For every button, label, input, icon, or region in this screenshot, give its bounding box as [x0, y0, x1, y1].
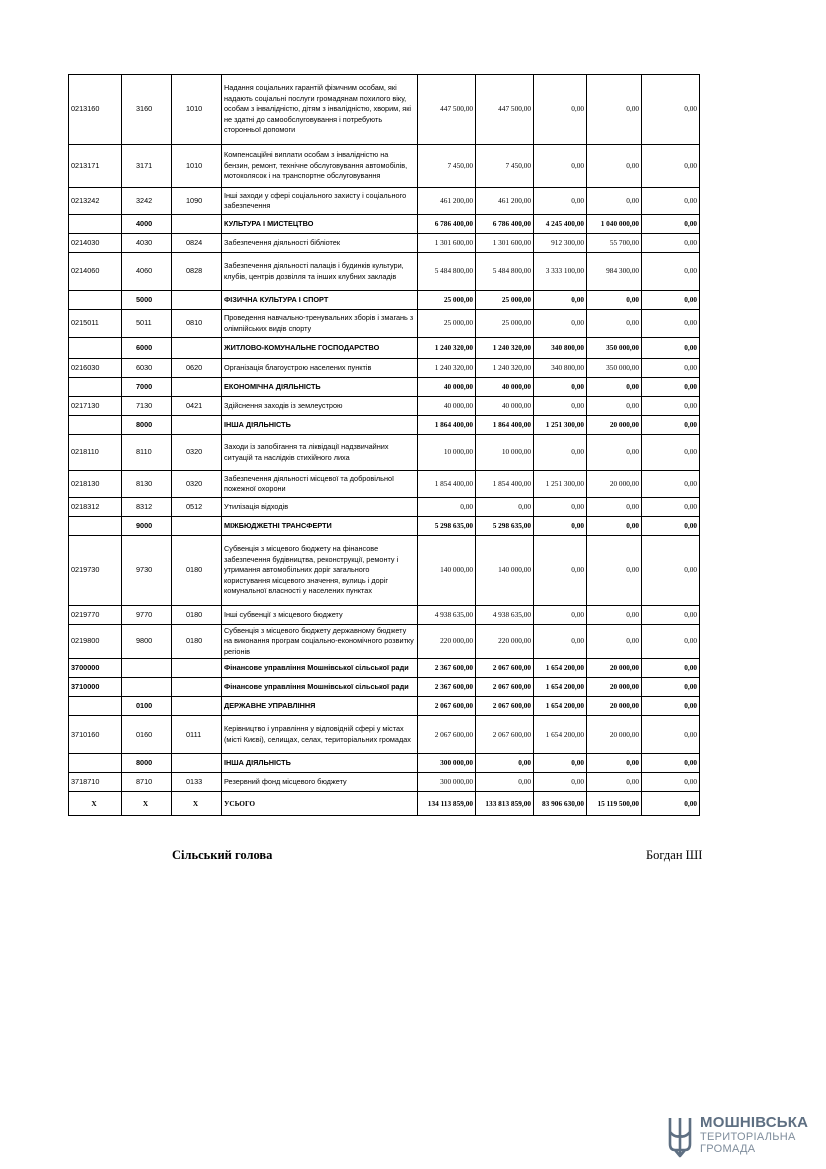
total-amount: 134 113 859,00	[418, 792, 476, 816]
utilities-amount: 0,00	[587, 517, 642, 536]
item-name: ДЕРЖАВНЕ УПРАВЛІННЯ	[222, 697, 418, 716]
salary-amount: 912 300,00	[534, 234, 587, 253]
general-fund-amount: 7 450,00	[476, 145, 534, 188]
utilities-amount: 0,00	[587, 378, 642, 397]
general-fund-amount: 25 000,00	[476, 310, 534, 338]
salary-amount: 1 654 200,00	[534, 678, 587, 697]
salary-amount: 0,00	[534, 754, 587, 773]
total-amount: 1 864 400,00	[418, 416, 476, 435]
table-row	[69, 310, 700, 338]
item-name: Компенсаційні виплати особам з інвалідністю на бензин, ремонт, технічне обслуговування автомобілів, мотоколясок і на транспортне обслуговування	[222, 145, 418, 188]
development-amount: 0,00	[642, 471, 700, 498]
general-fund-amount: 2 067 600,00	[476, 659, 534, 678]
function-code: 4030	[122, 234, 172, 253]
logo-line-3: ГРОМАДА	[700, 1143, 756, 1155]
item-name: МІЖБЮДЖЕТНІ ТРАНСФЕРТИ	[222, 517, 418, 536]
table-row	[69, 471, 700, 498]
function-code: 9000	[122, 517, 172, 536]
salary-amount: 1 654 200,00	[534, 716, 587, 754]
salary-amount: 1 654 200,00	[534, 659, 587, 678]
development-amount: 0,00	[642, 435, 700, 471]
item-name: УСЬОГО	[222, 792, 418, 816]
development-amount: 0,00	[642, 773, 700, 792]
table-row	[69, 678, 700, 697]
table-row	[69, 215, 700, 234]
table-row	[69, 338, 700, 359]
general-fund-amount: 1 854 400,00	[476, 471, 534, 498]
salary-amount: 0,00	[534, 517, 587, 536]
program-code: 0219730	[69, 536, 122, 606]
salary-amount: 3 333 100,00	[534, 253, 587, 291]
development-amount: 0,00	[642, 606, 700, 625]
general-fund-amount: 40 000,00	[476, 397, 534, 416]
total-amount: 300 000,00	[418, 773, 476, 792]
classification-code: 0421	[172, 397, 222, 416]
general-fund-amount: 5 298 635,00	[476, 517, 534, 536]
classification-code: 1010	[172, 145, 222, 188]
table-row	[69, 75, 700, 145]
total-amount: 7 450,00	[418, 145, 476, 188]
trident-icon	[667, 1116, 693, 1158]
general-fund-amount: 0,00	[476, 498, 534, 517]
classification-code: 0180	[172, 536, 222, 606]
total-amount: 300 000,00	[418, 754, 476, 773]
development-amount: 0,00	[642, 397, 700, 416]
development-amount: 0,00	[642, 234, 700, 253]
classification-code: 0180	[172, 606, 222, 625]
general-fund-amount: 133 813 859,00	[476, 792, 534, 816]
function-code: 3242	[122, 188, 172, 215]
general-fund-amount: 25 000,00	[476, 291, 534, 310]
table-row	[69, 498, 700, 517]
item-name: Утилізація відходів	[222, 498, 418, 517]
community-logo	[667, 1112, 817, 1162]
general-fund-amount: 1 240 320,00	[476, 338, 534, 359]
salary-amount: 0,00	[534, 773, 587, 792]
utilities-amount: 15 119 500,00	[587, 792, 642, 816]
utilities-amount: 0,00	[587, 625, 642, 659]
item-name: Інші заходи у сфері соціального захисту і соціального забезпечення	[222, 188, 418, 215]
salary-amount: 1 251 300,00	[534, 471, 587, 498]
table-row	[69, 291, 700, 310]
item-name: Забезпечення діяльності місцевої та добровільної пожежної охорони	[222, 471, 418, 498]
classification-code	[172, 678, 222, 697]
total-amount: 10 000,00	[418, 435, 476, 471]
function-code	[122, 659, 172, 678]
function-code: 9730	[122, 536, 172, 606]
salary-amount: 0,00	[534, 625, 587, 659]
total-amount: 40 000,00	[418, 378, 476, 397]
function-code: 3171	[122, 145, 172, 188]
general-fund-amount: 2 067 600,00	[476, 716, 534, 754]
signature-name: Богдан ШІ	[646, 848, 703, 862]
utilities-amount: 0,00	[587, 75, 642, 145]
function-code: 7000	[122, 378, 172, 397]
total-amount: 1 854 400,00	[418, 471, 476, 498]
classification-code	[172, 215, 222, 234]
item-name: Надання соціальних гарантій фізичним особам, які надають соціальні послуги громадянам похилого віку, особам з інвалідністю, дітям з інвалідністю, хворим, які не здатні до самообслуговування і потребують сторонньої допомоги	[222, 75, 418, 145]
utilities-amount: 350 000,00	[587, 359, 642, 378]
table-row	[69, 145, 700, 188]
classification-code: 0828	[172, 253, 222, 291]
item-name: Фінансове управління Мошнівської сільської ради	[222, 659, 418, 678]
program-code: 3710000	[69, 678, 122, 697]
general-fund-amount: 2 067 600,00	[476, 697, 534, 716]
program-code	[69, 378, 122, 397]
development-amount: 0,00	[642, 378, 700, 397]
total-amount: 220 000,00	[418, 625, 476, 659]
program-code: 0218110	[69, 435, 122, 471]
general-fund-amount: 5 484 800,00	[476, 253, 534, 291]
item-name: Здійснення заходів із землеустрою	[222, 397, 418, 416]
function-code: X	[122, 792, 172, 816]
program-code: 0213242	[69, 188, 122, 215]
classification-code: 0620	[172, 359, 222, 378]
total-amount: 1 240 320,00	[418, 359, 476, 378]
function-code: 6000	[122, 338, 172, 359]
development-amount: 0,00	[642, 359, 700, 378]
program-code: 0219800	[69, 625, 122, 659]
utilities-amount: 0,00	[587, 291, 642, 310]
function-code: 9800	[122, 625, 172, 659]
development-amount: 0,00	[642, 188, 700, 215]
function-code: 0100	[122, 697, 172, 716]
salary-amount: 0,00	[534, 498, 587, 517]
program-code: 0219770	[69, 606, 122, 625]
classification-code: 0320	[172, 471, 222, 498]
salary-amount: 0,00	[534, 291, 587, 310]
program-code: 3710160	[69, 716, 122, 754]
table-row	[69, 536, 700, 606]
classification-code: 0824	[172, 234, 222, 253]
utilities-amount: 55 700,00	[587, 234, 642, 253]
utilities-amount: 0,00	[587, 397, 642, 416]
classification-code: 0111	[172, 716, 222, 754]
total-amount: 2 367 600,00	[418, 678, 476, 697]
classification-code: X	[172, 792, 222, 816]
program-code: 0213171	[69, 145, 122, 188]
general-fund-amount: 0,00	[476, 754, 534, 773]
salary-amount: 340 800,00	[534, 338, 587, 359]
function-code: 8710	[122, 773, 172, 792]
table-row	[69, 397, 700, 416]
utilities-amount: 0,00	[587, 773, 642, 792]
salary-amount: 83 906 630,00	[534, 792, 587, 816]
salary-amount: 0,00	[534, 397, 587, 416]
program-code	[69, 291, 122, 310]
logo-line-1: МОШНІВСЬКА	[700, 1114, 809, 1131]
item-name: Організація благоустрою населених пунктів	[222, 359, 418, 378]
utilities-amount: 350 000,00	[587, 338, 642, 359]
function-code: 8000	[122, 754, 172, 773]
general-fund-amount: 40 000,00	[476, 378, 534, 397]
utilities-amount: 0,00	[587, 606, 642, 625]
salary-amount: 1 251 300,00	[534, 416, 587, 435]
table-row	[69, 234, 700, 253]
utilities-amount: 20 000,00	[587, 471, 642, 498]
function-code: 4060	[122, 253, 172, 291]
function-code: 8110	[122, 435, 172, 471]
item-name: ІНША ДІЯЛЬНІСТЬ	[222, 416, 418, 435]
salary-amount: 0,00	[534, 435, 587, 471]
item-name: КУЛЬТУРА І МИСТЕЦТВО	[222, 215, 418, 234]
salary-amount: 0,00	[534, 536, 587, 606]
classification-code: 0320	[172, 435, 222, 471]
total-amount: 447 500,00	[418, 75, 476, 145]
program-code: 0218312	[69, 498, 122, 517]
development-amount: 0,00	[642, 517, 700, 536]
item-name: Проведення навчально-тренувальних зборів і змагань з олімпійських видів спорту	[222, 310, 418, 338]
total-amount: 5 298 635,00	[418, 517, 476, 536]
item-name: ЖИТЛОВО-КОМУНАЛЬНЕ ГОСПОДАРСТВО	[222, 338, 418, 359]
utilities-amount: 0,00	[587, 498, 642, 517]
utilities-amount: 0,00	[587, 145, 642, 188]
development-amount: 0,00	[642, 792, 700, 816]
item-name: Субвенція з місцевого бюджету на фінансове забезпечення будівництва, реконструкції, ремонту і утримання автомобільних доріг загального користування місцевого значення, вулиць і доріг комунальної власності у населених пунктах	[222, 536, 418, 606]
function-code: 8000	[122, 416, 172, 435]
development-amount: 0,00	[642, 659, 700, 678]
table-row	[69, 754, 700, 773]
development-amount: 0,00	[642, 145, 700, 188]
item-name: ІНША ДІЯЛЬНІСТЬ	[222, 754, 418, 773]
total-amount: 2 067 600,00	[418, 716, 476, 754]
table-row	[69, 625, 700, 659]
program-code: 0218130	[69, 471, 122, 498]
program-code: X	[69, 792, 122, 816]
utilities-amount: 20 000,00	[587, 678, 642, 697]
salary-amount: 0,00	[534, 378, 587, 397]
development-amount: 0,00	[642, 536, 700, 606]
classification-code	[172, 517, 222, 536]
classification-code: 1010	[172, 75, 222, 145]
total-amount: 6 786 400,00	[418, 215, 476, 234]
function-code: 5000	[122, 291, 172, 310]
program-code	[69, 754, 122, 773]
total-amount: 40 000,00	[418, 397, 476, 416]
function-code: 6030	[122, 359, 172, 378]
total-amount: 2 367 600,00	[418, 659, 476, 678]
program-code: 0214030	[69, 234, 122, 253]
utilities-amount: 20 000,00	[587, 716, 642, 754]
item-name: Забезпечення діяльності бібліотек	[222, 234, 418, 253]
item-name: Заходи із запобігання та ліквідації надзвичайних ситуацій та наслідків стихійного лиха	[222, 435, 418, 471]
table-row	[69, 792, 700, 816]
budget-table	[68, 74, 700, 816]
total-amount: 140 000,00	[418, 536, 476, 606]
program-code	[69, 416, 122, 435]
classification-code	[172, 378, 222, 397]
function-code: 7130	[122, 397, 172, 416]
program-code	[69, 697, 122, 716]
classification-code: 0512	[172, 498, 222, 517]
development-amount: 0,00	[642, 498, 700, 517]
salary-amount: 4 245 400,00	[534, 215, 587, 234]
classification-code	[172, 754, 222, 773]
classification-code	[172, 659, 222, 678]
development-amount: 0,00	[642, 697, 700, 716]
general-fund-amount: 10 000,00	[476, 435, 534, 471]
table-row	[69, 697, 700, 716]
utilities-amount: 20 000,00	[587, 659, 642, 678]
program-code: 0217130	[69, 397, 122, 416]
program-code	[69, 517, 122, 536]
logo-line-2: ТЕРИТОРІАЛЬНА	[700, 1131, 796, 1143]
function-code	[122, 678, 172, 697]
program-code: 0213160	[69, 75, 122, 145]
salary-amount: 340 800,00	[534, 359, 587, 378]
general-fund-amount: 220 000,00	[476, 625, 534, 659]
signature-title: Сільський голова	[172, 848, 273, 862]
function-code: 5011	[122, 310, 172, 338]
salary-amount: 0,00	[534, 75, 587, 145]
table-row	[69, 435, 700, 471]
utilities-amount: 0,00	[587, 536, 642, 606]
function-code: 3160	[122, 75, 172, 145]
program-code: 0214060	[69, 253, 122, 291]
table-row	[69, 659, 700, 678]
utilities-amount: 984 300,00	[587, 253, 642, 291]
item-name: Резервний фонд місцевого бюджету	[222, 773, 418, 792]
program-code	[69, 338, 122, 359]
development-amount: 0,00	[642, 625, 700, 659]
development-amount: 0,00	[642, 416, 700, 435]
general-fund-amount: 1 864 400,00	[476, 416, 534, 435]
table-row	[69, 517, 700, 536]
function-code: 8130	[122, 471, 172, 498]
salary-amount: 0,00	[534, 188, 587, 215]
item-name: Субвенція з місцевого бюджету державному бюджету на виконання програм соціально-економічного розвитку регіонів	[222, 625, 418, 659]
classification-code: 0810	[172, 310, 222, 338]
general-fund-amount: 2 067 600,00	[476, 678, 534, 697]
general-fund-amount: 140 000,00	[476, 536, 534, 606]
development-amount: 0,00	[642, 215, 700, 234]
total-amount: 1 301 600,00	[418, 234, 476, 253]
item-name: ЕКОНОМІЧНА ДІЯЛЬНІСТЬ	[222, 378, 418, 397]
utilities-amount: 20 000,00	[587, 697, 642, 716]
item-name: ФІЗИЧНА КУЛЬТУРА І СПОРТ	[222, 291, 418, 310]
utilities-amount: 0,00	[587, 188, 642, 215]
classification-code	[172, 416, 222, 435]
total-amount: 5 484 800,00	[418, 253, 476, 291]
general-fund-amount: 1 240 320,00	[476, 359, 534, 378]
table-row	[69, 253, 700, 291]
total-amount: 4 938 635,00	[418, 606, 476, 625]
table-row	[69, 416, 700, 435]
table-row	[69, 606, 700, 625]
utilities-amount: 0,00	[587, 310, 642, 338]
general-fund-amount: 1 301 600,00	[476, 234, 534, 253]
utilities-amount: 0,00	[587, 754, 642, 773]
classification-code	[172, 291, 222, 310]
salary-amount: 0,00	[534, 310, 587, 338]
classification-code: 0180	[172, 625, 222, 659]
total-amount: 25 000,00	[418, 310, 476, 338]
development-amount: 0,00	[642, 678, 700, 697]
general-fund-amount: 447 500,00	[476, 75, 534, 145]
program-code: 3700000	[69, 659, 122, 678]
development-amount: 0,00	[642, 310, 700, 338]
classification-code	[172, 697, 222, 716]
table-row	[69, 188, 700, 215]
development-amount: 0,00	[642, 75, 700, 145]
development-amount: 0,00	[642, 338, 700, 359]
table-row	[69, 716, 700, 754]
function-code: 0160	[122, 716, 172, 754]
development-amount: 0,00	[642, 754, 700, 773]
general-fund-amount: 6 786 400,00	[476, 215, 534, 234]
program-code	[69, 215, 122, 234]
total-amount: 461 200,00	[418, 188, 476, 215]
function-code: 9770	[122, 606, 172, 625]
function-code: 8312	[122, 498, 172, 517]
total-amount: 2 067 600,00	[418, 697, 476, 716]
classification-code: 0133	[172, 773, 222, 792]
classification-code: 1090	[172, 188, 222, 215]
general-fund-amount: 461 200,00	[476, 188, 534, 215]
function-code: 4000	[122, 215, 172, 234]
item-name: Керівництво і управління у відповідній сфері у містах (місті Києві), селищах, селах, територіальних громадах	[222, 716, 418, 754]
item-name: Інші субвенції з місцевого бюджету	[222, 606, 418, 625]
table-row	[69, 378, 700, 397]
classification-code	[172, 338, 222, 359]
table-row	[69, 773, 700, 792]
development-amount: 0,00	[642, 253, 700, 291]
salary-amount: 0,00	[534, 145, 587, 188]
salary-amount: 1 654 200,00	[534, 697, 587, 716]
general-fund-amount: 4 938 635,00	[476, 606, 534, 625]
utilities-amount: 20 000,00	[587, 416, 642, 435]
total-amount: 1 240 320,00	[418, 338, 476, 359]
development-amount: 0,00	[642, 291, 700, 310]
utilities-amount: 1 040 000,00	[587, 215, 642, 234]
item-name: Забезпечення діяльності палаців i будинків культури, клубів, центрів дозвілля та iнших клубних закладів	[222, 253, 418, 291]
table-row	[69, 359, 700, 378]
salary-amount: 0,00	[534, 606, 587, 625]
program-code: 3718710	[69, 773, 122, 792]
item-name: Фінансове управління Мошнівської сільської ради	[222, 678, 418, 697]
total-amount: 0,00	[418, 498, 476, 517]
program-code: 0215011	[69, 310, 122, 338]
general-fund-amount: 0,00	[476, 773, 534, 792]
total-amount: 25 000,00	[418, 291, 476, 310]
development-amount: 0,00	[642, 716, 700, 754]
utilities-amount: 0,00	[587, 435, 642, 471]
program-code: 0216030	[69, 359, 122, 378]
